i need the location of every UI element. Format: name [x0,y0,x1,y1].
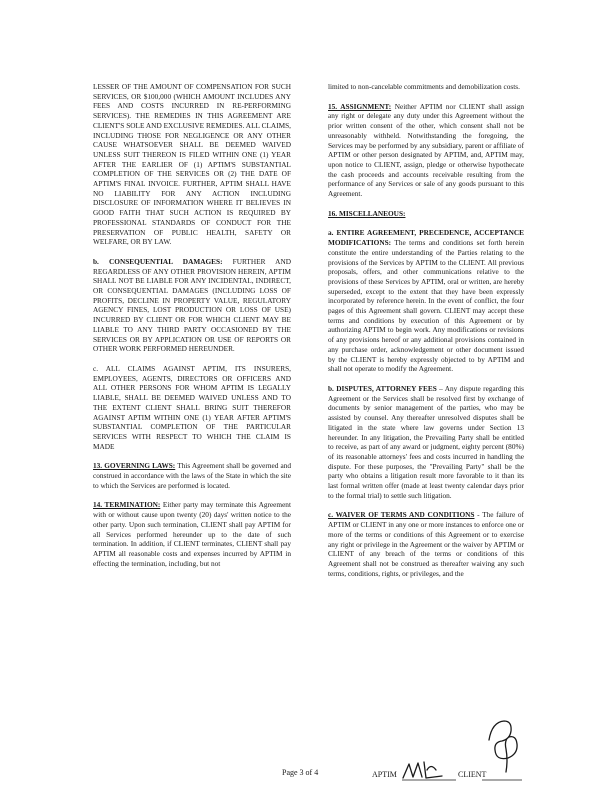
aptim-initials-signature [400,758,458,784]
disputes-heading: b. DISPUTES, ATTORNEY FEES [328,383,437,393]
waiver-body: - The failure of APTIM or CLIENT in any one or more instances to enforce one or more of the terms or conditions of this Agreement or to exercise any right or privilege in the Agreement or the waiver by APTIM or CLIENT of any breach of the terms or conditions of this Agreement shall not be construed as thereafter waiving any such terms, conditions, rights, or privileges, and the [328,510,524,578]
limitation-of-liability-text: LESSER OF THE AMOUNT OF COMPENSATION FOR SUCH SERVICES, OR $100,000 (WHICH AMOUNT INCLUDES ANY FEES AND COSTS INCURRED IN RE-PERFORMING SERVICES). THE REMEDIES IN THIS AGREEMENT ARE CLIENT'S SOLE AND EXCLUSIVE REMEDIES. ALL CLAIMS, INCLUDING THOSE FOR NEGLIGENCE OR ANY OTHER CAUSE WHATSOEVER SHALL BE DEEMED WAIVED UNLESS SUIT THEREON IS FILED WITHIN ONE (1) YEAR AFTER THE EARLIER OF (1) APTIM'S SUBSTANTIAL COMPLETION OF THE SERVICES OR (2) THE DATE OF APTIM'S FINAL INVOICE. FURTHER, APTIM SHALL HAVE NO LIABILITY FOR ANY ACTION INCLUDING DISCLOSURE OF INFORMATION WHERE IT BELIEVES IN GOOD FAITH THAT SUCH ACTION IS REQUIRED BY PROFESSIONAL STANDARDS OF CONDUCT FOR THE PRESERVATION OF PUBLIC HEALTH, SAFETY OR WELFARE, OR BY LAW. [93,82,291,247]
client-initials-label: CLIENT [458,770,487,779]
consequential-damages-clause [93,257,291,354]
client-initials-signature [482,718,524,784]
consequential-damages-heading: b. CONSEQUENTIAL DAMAGES: [93,256,223,266]
page-number: Page 3 of 4 [282,768,319,777]
aptim-initials-label: APTIM [372,770,397,779]
disputes-body: – Any dispute regarding this Agreement or the Services shall be resolved first by exchange of documents by senior management of the parties, who may be assisted by counsel. Any thereafter unresolved disputes shall be litigated in the state where law governs under Section 13 hereunder. In any litigation, the Prevailing Party shall be entitled to receive, as part of any award or judgment, eighty percent (80%) of its reasonable attorneys' fees and costs incurred in handling the dispute. For these purposes, the "Prevailing Party" shall be the party who obtains a litigation result more favorable to it than its last formal written offer (made at least twenty calendar days prior to the formal trial) to settle such litigation. [328,383,525,500]
claims-waiver-clause: c. ALL CLAIMS AGAINST APTIM, ITS INSURERS, EMPLOYEES, AGENTS, DIRECTORS OR OFFICERS AND ALL OTHER PERSONS FOR WHOM APTIM IS LEGALLY LIABLE, SHALL BE DEEMED WAIVED UNLESS AND TO THE EXTENT CLIENT SHALL BRING SUIT THEREFOR AGAINST APTIM WITHIN ONE (1) YEAR AFTER APTIM'S SUBSTANTIAL COMPLETION OF THE PARTICULAR SERVICES WITH RESPECT TO WHICH THE CLAIM IS MADE [93,363,291,451]
entire-agreement-body: The terms and conditions set forth herein constitute the entire understanding of the Parties relating to the provisions of the Services by APTIM to the CLIENT. All previous proposals, offers, and other communications relative to the provisions of these Services by APTIM, oral or written, are hereby superseded, except to the extent that they have been expressly incorporated by reference herein. In the event of conflict, the four pages of this Agreement shall govern. CLIENT may accept these terms and conditions by execution of this Agreement or by authorizing APTIM to begin work. Any modifications or revisions of any provisions hereof or any additional provisions contained in any purchase order, acknowledgement or other document issued by the CLIENT is hereby expressly objected to by APTIM and shall not operate to modify the Agreement. [328,238,524,374]
waiver-clause [328,510,524,578]
termination-clause [93,500,291,568]
assignment-clause [328,102,524,199]
page-footer [0,758,609,798]
assignment-heading: 15. ASSIGNMENT: [328,101,392,111]
governing-laws-clause [93,461,291,490]
disputes-clause [328,384,524,500]
assignment-body: Neither APTIM nor CLIENT shall assign any right or delegate any duty under this Agreement without the prior written consent of the other, which consent shall not be unreasonably withheld. Notwithstanding the foregoing, the Services may be performed by any subsidiary, parent or affiliate of APTIM or other person designated by APTIM, and, APTIM may, upon notice to CLIENT, assign, pledge or otherwise hypothecate the cash proceeds and accounts receivable resulting from the performance of any Services or sale of any goods pursuant to this Agreement. [328,101,524,199]
termination-heading: 14. TERMINATION: [93,500,161,510]
governing-laws-body: This Agreement shall be governed and construed in accordance with the laws of the State in which the site to which the Services are performed is located. [93,461,291,490]
miscellaneous-heading: 16. MISCELLANEOUS: [328,208,406,218]
right-column [328,82,524,588]
termination-continued: limited to non-cancelable commitments and demobilization costs. [328,82,520,91]
entire-agreement-heading: a. ENTIRE AGREEMENT, PRECEDENCE, ACCEPTANCE MODIFICATIONS: [328,228,524,248]
left-column [93,82,291,578]
waiver-heading: c. WAIVER OF TERMS AND CONDITIONS [328,510,475,520]
entire-agreement-clause [328,228,524,374]
governing-laws-heading: 13. GOVERNING LAWS: [93,461,176,471]
consequential-damages-body: FURTHER AND REGARDLESS OF ANY OTHER PROVISION HEREIN, APTIM SHALL NOT BE LIABLE FOR ANY INCIDENTAL, INDIRECT, OR CONSEQUENTIAL DAMAGES (INCLUDING LOSS OF PROFITS, DECLINE IN PROPERTY VALUE, REGULATORY AGENCY FINES, LOST PRODUCTION OR LOSS OF USE) INCURRED BY CLIENT OR FOR WHICH CLIENT MAY BE LIABLE TO ANY THIRD PARTY OCCASIONED BY THE SERVICES OR BY APPLICATION OR USE OF REPORTS OR OTHER WORK PERFORMED HEREUNDER. [93,256,291,354]
termination-body: Either party may terminate this Agreement with or without cause upon twenty (20) days' written notice to the other party. Upon such termination, CLIENT shall pay APTIM for all Services performed hereunder up to the date of such termination. In addition, if CLIENT terminates, CLIENT shall pay APTIM all reasonable costs and expenses incurred by APTIM in effecting the termination, including, but not [93,500,291,568]
